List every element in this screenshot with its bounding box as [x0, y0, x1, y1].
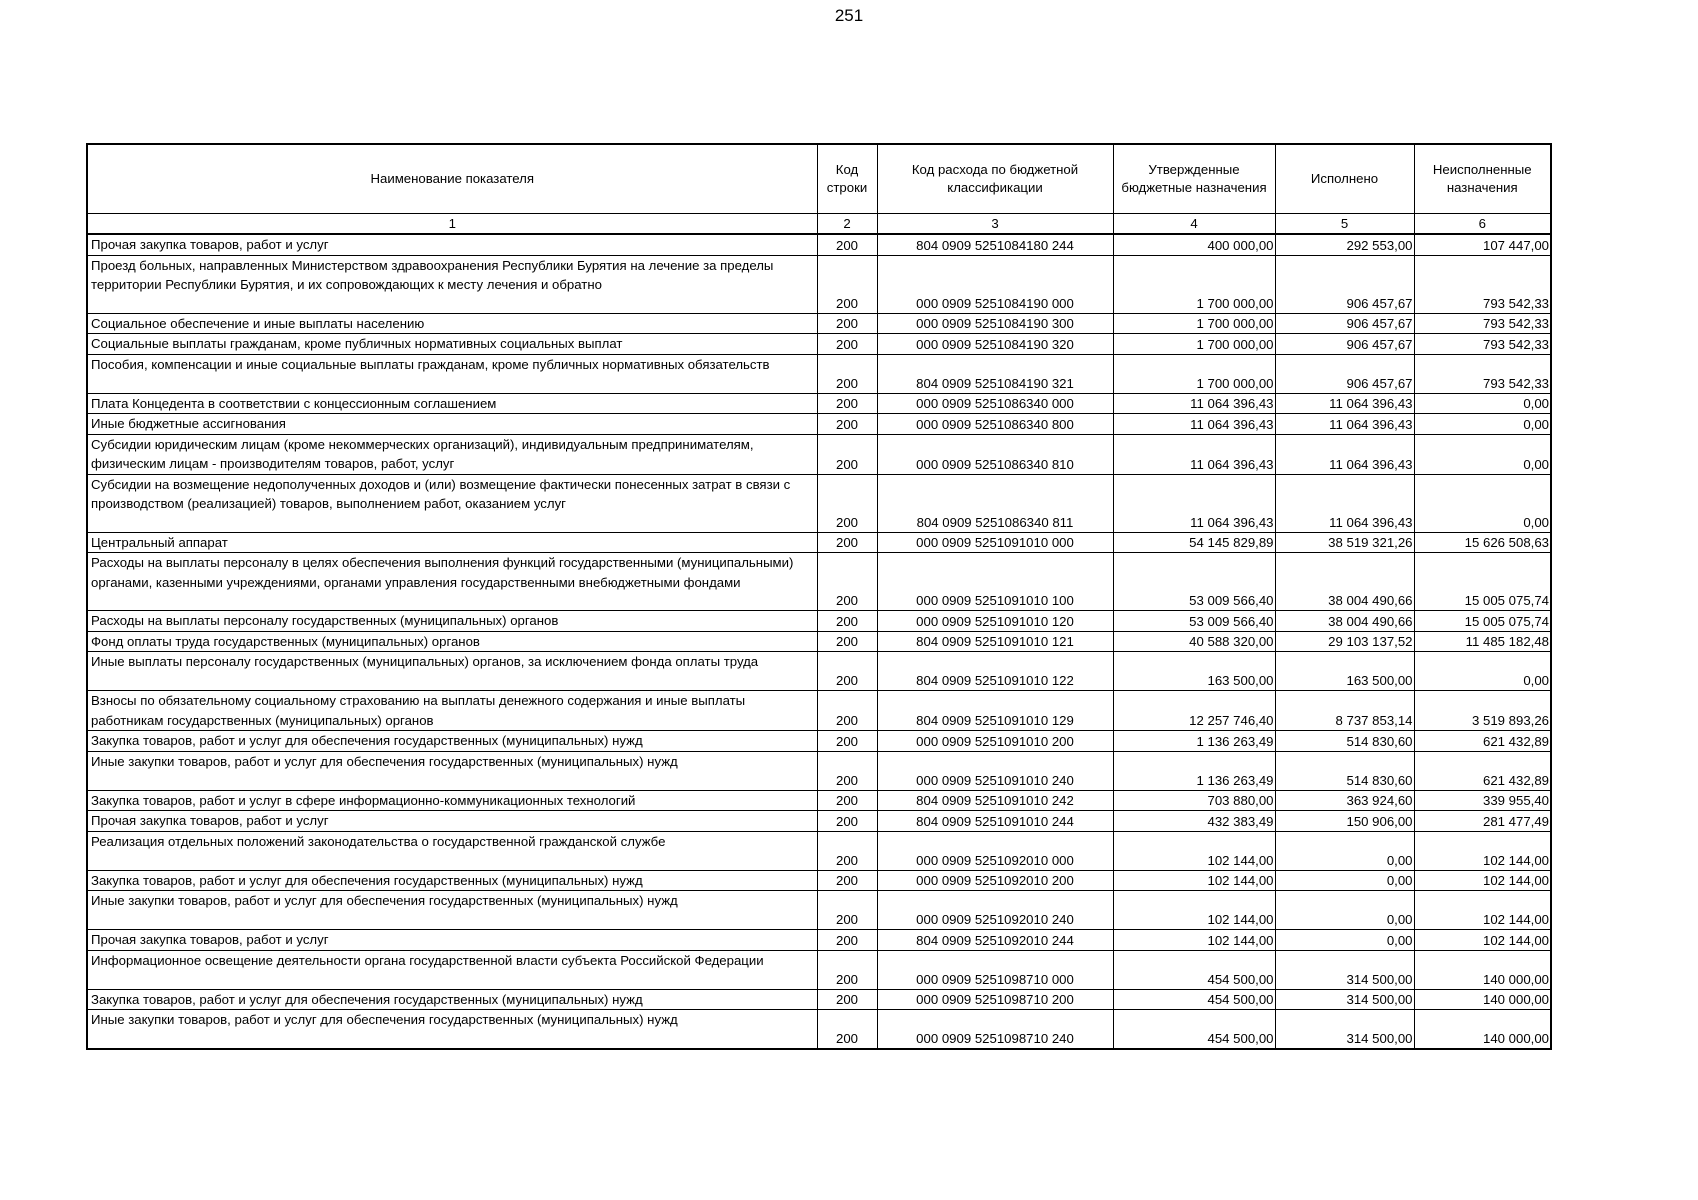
table-row	[87, 811, 1551, 832]
row-classification-cell: 804 0909 5251091010 121	[877, 631, 1113, 652]
row-classification-cell: 000 0909 5251091010 120	[877, 611, 1113, 632]
row-executed-cell: 38 004 490,66	[1275, 611, 1414, 632]
row-classification-cell: 000 0909 5251086340 000	[877, 393, 1113, 414]
column-header-budget-classification: Код расхода по бюджетной классификации	[877, 144, 1113, 214]
row-classification-cell: 000 0909 5251092010 200	[877, 870, 1113, 891]
row-executed-cell: 314 500,00	[1275, 950, 1414, 989]
row-line-code-cell: 200	[817, 553, 877, 611]
row-name-cell: Закупка товаров, работ и услуг для обеспечения государственных (муниципальных) нужд	[87, 731, 817, 752]
row-remaining-cell: 15 626 508,63	[1414, 532, 1551, 553]
row-executed-cell: 514 830,60	[1275, 751, 1414, 790]
row-name-cell: Реализация отдельных положений законодательства о государственной гражданской службе	[87, 831, 817, 870]
table-header-row	[87, 144, 1551, 214]
row-line-code-cell: 200	[817, 731, 877, 752]
table-row	[87, 611, 1551, 632]
row-remaining-cell: 621 432,89	[1414, 731, 1551, 752]
column-header-executed: Исполнено	[1275, 144, 1414, 214]
row-remaining-cell: 793 542,33	[1414, 354, 1551, 393]
row-approved-cell: 454 500,00	[1113, 989, 1275, 1010]
row-approved-cell: 1 700 000,00	[1113, 334, 1275, 355]
row-classification-cell: 000 0909 5251086340 800	[877, 414, 1113, 435]
row-line-code-cell: 200	[817, 891, 877, 930]
row-classification-cell: 804 0909 5251091010 129	[877, 691, 1113, 731]
row-executed-cell: 38 519 321,26	[1275, 532, 1414, 553]
row-executed-cell: 0,00	[1275, 891, 1414, 930]
row-remaining-cell: 0,00	[1414, 393, 1551, 414]
row-approved-cell: 40 588 320,00	[1113, 631, 1275, 652]
row-executed-cell: 163 500,00	[1275, 652, 1414, 691]
row-executed-cell: 514 830,60	[1275, 731, 1414, 752]
row-executed-cell: 906 457,67	[1275, 334, 1414, 355]
row-name-cell: Пособия, компенсации и иные социальные выплаты гражданам, кроме публичных нормативных обязательств	[87, 354, 817, 393]
column-number: 1	[87, 214, 817, 235]
row-approved-cell: 54 145 829,89	[1113, 532, 1275, 553]
table-row	[87, 790, 1551, 811]
row-name-cell: Прочая закупка товаров, работ и услуг	[87, 811, 817, 832]
column-number: 3	[877, 214, 1113, 235]
row-remaining-cell: 339 955,40	[1414, 790, 1551, 811]
row-remaining-cell: 102 144,00	[1414, 891, 1551, 930]
column-number: 6	[1414, 214, 1551, 235]
row-line-code-cell: 200	[817, 790, 877, 811]
row-line-code-cell: 200	[817, 354, 877, 393]
row-approved-cell: 53 009 566,40	[1113, 611, 1275, 632]
table-row	[87, 393, 1551, 414]
table-row	[87, 950, 1551, 989]
budget-execution-table	[86, 143, 1552, 1050]
row-executed-cell: 38 004 490,66	[1275, 553, 1414, 611]
row-name-cell: Информационное освещение деятельности органа государственной власти субъекта Российской Федерации	[87, 950, 817, 989]
row-name-cell: Взносы по обязательному социальному страхованию на выплаты денежного содержания и иные выплаты работникам государственных (муниципальных) органов	[87, 691, 817, 731]
row-line-code-cell: 200	[817, 652, 877, 691]
row-executed-cell: 8 737 853,14	[1275, 691, 1414, 731]
column-number-row	[87, 214, 1551, 235]
row-name-cell: Социальные выплаты гражданам, кроме публичных нормативных социальных выплат	[87, 334, 817, 355]
row-name-cell: Центральный аппарат	[87, 532, 817, 553]
row-line-code-cell: 200	[817, 870, 877, 891]
row-name-cell: Прочая закупка товаров, работ и услуг	[87, 234, 817, 255]
row-approved-cell: 102 144,00	[1113, 831, 1275, 870]
row-name-cell: Субсидии юридическим лицам (кроме некоммерческих организаций), индивидуальным предпринимателям, физическим лицам - производителям товаров, работ, услуг	[87, 434, 817, 474]
row-classification-cell: 000 0909 5251092010 240	[877, 891, 1113, 930]
row-classification-cell: 000 0909 5251091010 000	[877, 532, 1113, 553]
row-executed-cell: 11 064 396,43	[1275, 474, 1414, 532]
row-name-cell: Социальное обеспечение и иные выплаты населению	[87, 313, 817, 334]
row-remaining-cell: 281 477,49	[1414, 811, 1551, 832]
row-classification-cell: 000 0909 5251084190 320	[877, 334, 1113, 355]
row-name-cell: Закупка товаров, работ и услуг для обеспечения государственных (муниципальных) нужд	[87, 989, 817, 1010]
row-classification-cell: 804 0909 5251092010 244	[877, 930, 1113, 951]
row-executed-cell: 11 064 396,43	[1275, 393, 1414, 414]
row-line-code-cell: 200	[817, 334, 877, 355]
row-approved-cell: 11 064 396,43	[1113, 434, 1275, 474]
row-approved-cell: 11 064 396,43	[1113, 414, 1275, 435]
table-row	[87, 691, 1551, 731]
row-line-code-cell: 200	[817, 434, 877, 474]
row-line-code-cell: 200	[817, 474, 877, 532]
column-header-approved: Утвержденные бюджетные назначения	[1113, 144, 1275, 214]
row-line-code-cell: 200	[817, 811, 877, 832]
row-approved-cell: 1 136 263,49	[1113, 751, 1275, 790]
table-row	[87, 334, 1551, 355]
row-approved-cell: 53 009 566,40	[1113, 553, 1275, 611]
row-remaining-cell: 102 144,00	[1414, 930, 1551, 951]
row-executed-cell: 11 064 396,43	[1275, 434, 1414, 474]
row-classification-cell: 804 0909 5251084190 321	[877, 354, 1113, 393]
row-executed-cell: 0,00	[1275, 870, 1414, 891]
row-name-cell: Субсидии на возмещение недополученных доходов и (или) возмещение фактически понесенных затрат в связи с производством (реализацией) товаров, выполнением работ, оказанием услуг	[87, 474, 817, 532]
row-classification-cell: 804 0909 5251091010 122	[877, 652, 1113, 691]
row-line-code-cell: 200	[817, 393, 877, 414]
row-line-code-cell: 200	[817, 831, 877, 870]
row-name-cell: Закупка товаров, работ и услуг в сфере информационно-коммуникационных технологий	[87, 790, 817, 811]
row-classification-cell: 000 0909 5251098710 240	[877, 1010, 1113, 1049]
row-name-cell: Иные бюджетные ассигнования	[87, 414, 817, 435]
row-name-cell: Расходы на выплаты персоналу государственных (муниципальных) органов	[87, 611, 817, 632]
table-row	[87, 870, 1551, 891]
page-number: 251	[834, 6, 864, 25]
row-line-code-cell: 200	[817, 751, 877, 790]
row-executed-cell: 314 500,00	[1275, 989, 1414, 1010]
row-classification-cell: 804 0909 5251086340 811	[877, 474, 1113, 532]
row-name-cell: Проезд больных, направленных Министерством здравоохранения Республики Бурятия на лечение за пределы территории Республики Бурятия, и их сопровождающих к месту лечения и обратно	[87, 255, 817, 313]
row-remaining-cell: 11 485 182,48	[1414, 631, 1551, 652]
table-row	[87, 553, 1551, 611]
table-row	[87, 313, 1551, 334]
table-row	[87, 831, 1551, 870]
row-executed-cell: 906 457,67	[1275, 255, 1414, 313]
row-executed-cell: 906 457,67	[1275, 354, 1414, 393]
row-name-cell: Иные закупки товаров, работ и услуг для обеспечения государственных (муниципальных) нужд	[87, 1010, 817, 1049]
row-approved-cell: 1 700 000,00	[1113, 255, 1275, 313]
table-row	[87, 354, 1551, 393]
row-line-code-cell: 200	[817, 950, 877, 989]
row-line-code-cell: 200	[817, 414, 877, 435]
table-row	[87, 631, 1551, 652]
row-line-code-cell: 200	[817, 234, 877, 255]
row-executed-cell: 0,00	[1275, 930, 1414, 951]
row-classification-cell: 804 0909 5251091010 242	[877, 790, 1113, 811]
row-approved-cell: 454 500,00	[1113, 950, 1275, 989]
row-approved-cell: 432 383,49	[1113, 811, 1275, 832]
row-approved-cell: 1 700 000,00	[1113, 354, 1275, 393]
row-name-cell: Иные закупки товаров, работ и услуг для обеспечения государственных (муниципальных) нужд	[87, 751, 817, 790]
row-classification-cell: 000 0909 5251084190 000	[877, 255, 1113, 313]
row-remaining-cell: 140 000,00	[1414, 1010, 1551, 1049]
row-line-code-cell: 200	[817, 611, 877, 632]
row-approved-cell: 11 064 396,43	[1113, 474, 1275, 532]
row-classification-cell: 000 0909 5251086340 810	[877, 434, 1113, 474]
row-approved-cell: 12 257 746,40	[1113, 691, 1275, 731]
row-approved-cell: 102 144,00	[1113, 870, 1275, 891]
column-number: 5	[1275, 214, 1414, 235]
row-name-cell: Плата Концедента в соответствии с концессионным соглашением	[87, 393, 817, 414]
row-executed-cell: 906 457,67	[1275, 313, 1414, 334]
row-remaining-cell: 0,00	[1414, 474, 1551, 532]
row-remaining-cell: 621 432,89	[1414, 751, 1551, 790]
row-remaining-cell: 102 144,00	[1414, 831, 1551, 870]
row-remaining-cell: 102 144,00	[1414, 870, 1551, 891]
row-approved-cell: 163 500,00	[1113, 652, 1275, 691]
row-line-code-cell: 200	[817, 313, 877, 334]
column-number: 4	[1113, 214, 1275, 235]
row-name-cell: Расходы на выплаты персоналу в целях обеспечения выполнения функций государственными (муниципальными) органами, казенными учреждениями, органами управления государственными внебюджетными фондами	[87, 553, 817, 611]
row-remaining-cell: 0,00	[1414, 434, 1551, 474]
row-remaining-cell: 793 542,33	[1414, 313, 1551, 334]
row-approved-cell: 11 064 396,43	[1113, 393, 1275, 414]
row-remaining-cell: 140 000,00	[1414, 950, 1551, 989]
column-header-name: Наименование показателя	[87, 144, 817, 214]
row-remaining-cell: 3 519 893,26	[1414, 691, 1551, 731]
table-body	[87, 234, 1551, 1049]
row-classification-cell: 804 0909 5251091010 244	[877, 811, 1113, 832]
row-executed-cell: 29 103 137,52	[1275, 631, 1414, 652]
row-approved-cell: 454 500,00	[1113, 1010, 1275, 1049]
row-classification-cell: 000 0909 5251091010 100	[877, 553, 1113, 611]
row-remaining-cell: 0,00	[1414, 414, 1551, 435]
row-executed-cell: 11 064 396,43	[1275, 414, 1414, 435]
row-approved-cell: 1 136 263,49	[1113, 731, 1275, 752]
row-executed-cell: 363 924,60	[1275, 790, 1414, 811]
row-classification-cell: 000 0909 5251091010 200	[877, 731, 1113, 752]
row-line-code-cell: 200	[817, 532, 877, 553]
row-approved-cell: 1 700 000,00	[1113, 313, 1275, 334]
row-executed-cell: 150 906,00	[1275, 811, 1414, 832]
row-approved-cell: 703 880,00	[1113, 790, 1275, 811]
column-number: 2	[817, 214, 877, 235]
row-classification-cell: 000 0909 5251098710 200	[877, 989, 1113, 1010]
row-remaining-cell: 140 000,00	[1414, 989, 1551, 1010]
row-classification-cell: 000 0909 5251084190 300	[877, 313, 1113, 334]
row-name-cell: Закупка товаров, работ и услуг для обеспечения государственных (муниципальных) нужд	[87, 870, 817, 891]
row-classification-cell: 000 0909 5251098710 000	[877, 950, 1113, 989]
column-header-line-code: Код строки	[817, 144, 877, 214]
row-executed-cell: 0,00	[1275, 831, 1414, 870]
table-row	[87, 474, 1551, 532]
table-row	[87, 414, 1551, 435]
row-approved-cell: 102 144,00	[1113, 891, 1275, 930]
table-row	[87, 255, 1551, 313]
row-line-code-cell: 200	[817, 989, 877, 1010]
row-line-code-cell: 200	[817, 1010, 877, 1049]
table-row	[87, 532, 1551, 553]
row-line-code-cell: 200	[817, 255, 877, 313]
row-name-cell: Прочая закупка товаров, работ и услуг	[87, 930, 817, 951]
row-remaining-cell: 107 447,00	[1414, 234, 1551, 255]
table-row	[87, 652, 1551, 691]
row-executed-cell: 314 500,00	[1275, 1010, 1414, 1049]
row-approved-cell: 102 144,00	[1113, 930, 1275, 951]
row-executed-cell: 292 553,00	[1275, 234, 1414, 255]
row-name-cell: Иные выплаты персоналу государственных (муниципальных) органов, за исключением фонда оплаты труда	[87, 652, 817, 691]
table-row	[87, 930, 1551, 951]
row-remaining-cell: 15 005 075,74	[1414, 553, 1551, 611]
row-classification-cell: 000 0909 5251092010 000	[877, 831, 1113, 870]
row-remaining-cell: 0,00	[1414, 652, 1551, 691]
table-row	[87, 751, 1551, 790]
table-row	[87, 434, 1551, 474]
table-row	[87, 234, 1551, 255]
row-line-code-cell: 200	[817, 930, 877, 951]
row-classification-cell: 804 0909 5251084180 244	[877, 234, 1113, 255]
row-line-code-cell: 200	[817, 691, 877, 731]
row-classification-cell: 000 0909 5251091010 240	[877, 751, 1113, 790]
table-row	[87, 989, 1551, 1010]
column-header-remaining: Неисполненные назначения	[1414, 144, 1551, 214]
table-row	[87, 1010, 1551, 1049]
row-name-cell: Фонд оплаты труда государственных (муниципальных) органов	[87, 631, 817, 652]
row-remaining-cell: 15 005 075,74	[1414, 611, 1551, 632]
row-approved-cell: 400 000,00	[1113, 234, 1275, 255]
row-remaining-cell: 793 542,33	[1414, 255, 1551, 313]
row-line-code-cell: 200	[817, 631, 877, 652]
row-remaining-cell: 793 542,33	[1414, 334, 1551, 355]
table-row	[87, 891, 1551, 930]
table-row	[87, 731, 1551, 752]
row-name-cell: Иные закупки товаров, работ и услуг для обеспечения государственных (муниципальных) нужд	[87, 891, 817, 930]
